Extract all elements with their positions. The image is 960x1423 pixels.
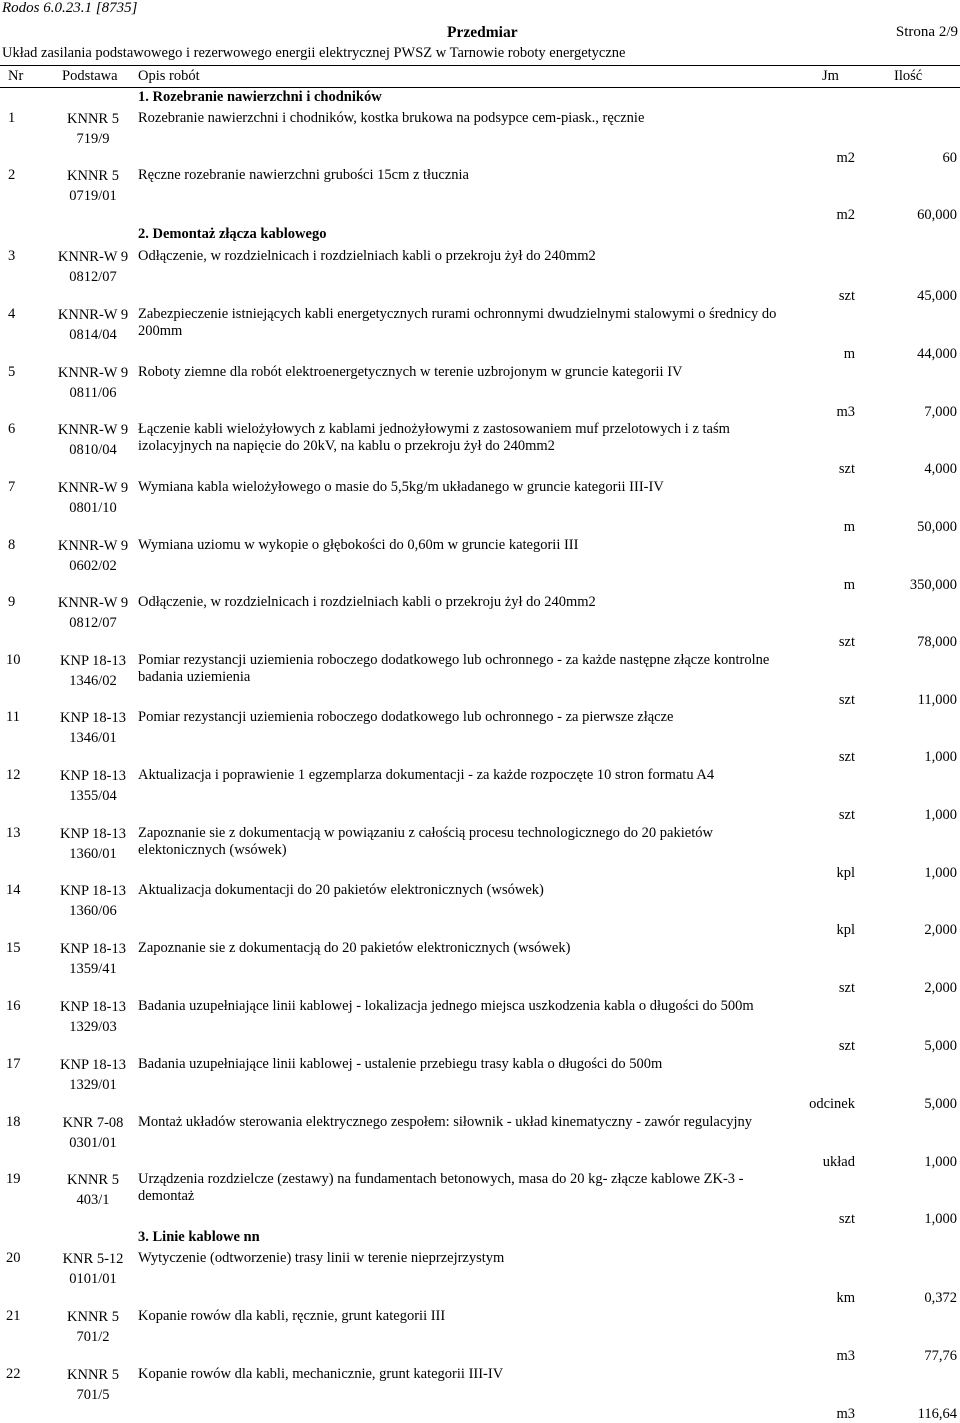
row-number: 11 — [6, 709, 20, 725]
row-unit: układ — [822, 1154, 855, 1170]
row-quantity: 1,000 — [924, 1154, 957, 1170]
row-basis: KNR 7-08 0301/01 — [62, 1115, 124, 1151]
row-number: 18 — [6, 1114, 21, 1130]
row-number: 3 — [8, 248, 16, 264]
row-unit: m — [843, 577, 855, 593]
row-quantity: 4,000 — [924, 461, 957, 477]
col-header-desc: Opis robót — [138, 68, 200, 84]
row-unit: kpl — [836, 865, 855, 881]
row-unit: m — [843, 519, 855, 535]
row-unit: szt — [838, 634, 855, 650]
row-basis: KNNR 5 719/9 — [67, 111, 119, 147]
row-basis: KNR 5-12 0101/01 — [62, 1251, 124, 1287]
row-quantity: 2,000 — [924, 922, 957, 938]
row-description: Pomiar rezystancji uziemienia roboczego dodatkowego lub ochronnego - za każde następne złącze kontrolne badania uziemienia — [138, 652, 770, 685]
row-description: Zabezpieczenie istniejących kabli energetycznych rurami ochronnymi dwudzielnymi stalowymi o średnicy do 200mm — [138, 306, 777, 339]
row-unit: m3 — [836, 1406, 855, 1422]
row-number: 15 — [6, 940, 21, 956]
document-title: Przedmiar — [447, 24, 518, 41]
row-basis: KNP 18-13 1329/01 — [60, 1057, 126, 1093]
col-header-qty: Ilość — [894, 68, 923, 84]
row-description: Łączenie kabli wielożyłowych z kablami jednożyłowymi z zastosowaniem muf przelotowych i z taśm izolacyjnych na napięcie do 20kV, na kablu o przekroju żył do 240mm2 — [138, 421, 730, 454]
section-heading: 1. Rozebranie nawierzchni i chodników — [138, 89, 382, 105]
row-quantity: 77,76 — [924, 1348, 957, 1364]
row-unit: szt — [838, 692, 855, 708]
row-basis: KNP 18-13 1359/41 — [60, 941, 126, 977]
row-basis: KNNR 5 701/2 — [67, 1309, 119, 1345]
row-description: Urządzenia rozdzielcze (zestawy) na fundamentach betonowych, masa do 20 kg- złącze kablowe ZK-3 - demontaż — [138, 1171, 744, 1204]
row-unit: m — [843, 346, 855, 362]
row-basis: KNNR-W 9 0801/10 — [57, 480, 129, 516]
row-number: 16 — [6, 998, 21, 1014]
row-basis: KNP 18-13 1346/01 — [60, 710, 126, 746]
row-basis: KNNR 5 701/5 — [67, 1367, 119, 1403]
row-quantity: 1,000 — [924, 865, 957, 881]
row-quantity: 350,000 — [909, 577, 957, 593]
row-basis: KNNR-W 9 0814/04 — [57, 307, 129, 343]
row-basis: KNP 18-13 1346/02 — [60, 653, 126, 689]
row-quantity: 2,000 — [924, 980, 957, 996]
row-description: Roboty ziemne dla robót elektroenergetycznych w terenie uzbrojonym w gruncie kategorii IV — [138, 364, 683, 380]
row-description: Ręczne rozebranie nawierzchni grubości 15cm z tłucznia — [138, 167, 469, 183]
row-number: 5 — [8, 364, 16, 380]
row-number: 6 — [8, 421, 16, 437]
col-header-basis: Podstawa — [62, 68, 118, 84]
row-number: 7 — [8, 479, 16, 495]
section-heading: 3. Linie kablowe nn — [138, 1229, 260, 1245]
row-number: 19 — [6, 1171, 21, 1187]
row-basis: KNNR-W 9 0812/07 — [57, 595, 129, 631]
row-unit: kpl — [836, 922, 855, 938]
row-unit: szt — [838, 749, 855, 765]
row-basis: KNP 18-13 1360/01 — [60, 826, 126, 862]
row-description: Kopanie rowów dla kabli, ręcznie, grunt kategorii III — [138, 1308, 446, 1324]
row-quantity: 11,000 — [917, 692, 957, 708]
row-quantity: 5,000 — [924, 1038, 957, 1054]
row-description: Zapoznanie sie z dokumentacją do 20 pakietów elektronicznych (wsówek) — [138, 940, 571, 956]
row-basis: KNNR 5 403/1 — [67, 1172, 119, 1208]
document-subtitle: Układ zasilania podstawowego i rezerwowego energii elektrycznej PWSZ w Tarnowie roboty energetyczne — [2, 45, 626, 61]
row-quantity: 60,000 — [917, 207, 957, 223]
row-number: 14 — [6, 882, 21, 898]
row-basis: KNNR-W 9 0602/02 — [57, 538, 129, 574]
row-unit: szt — [838, 807, 855, 823]
page-number: Strona 2/9 — [895, 24, 958, 40]
row-quantity: 116,64 — [917, 1406, 957, 1422]
row-description: Aktualizacja dokumentacji do 20 pakietów elektronicznych (wsówek) — [138, 882, 544, 898]
row-number: 9 — [8, 594, 16, 610]
row-number: 10 — [6, 652, 21, 668]
row-unit: km — [836, 1290, 855, 1306]
row-unit: szt — [838, 1211, 855, 1227]
header-bottom-rule — [0, 87, 960, 88]
row-unit: szt — [838, 461, 855, 477]
row-number: 4 — [8, 306, 16, 322]
row-description: Odłączenie, w rozdzielnicach i rozdzielniach kabli o przekroju żył do 240mm2 — [138, 248, 596, 264]
col-header-nr: Nr — [8, 68, 24, 84]
row-basis: KNNR-W 9 0812/07 — [57, 249, 129, 285]
row-quantity: 1,000 — [924, 1211, 957, 1227]
row-description: Wymiana kabla wielożyłowego o masie do 5,5kg/m układanego w gruncie kategorii III-IV — [138, 479, 664, 495]
row-number: 20 — [6, 1250, 21, 1266]
row-basis: KNNR 5 0719/01 — [67, 168, 119, 204]
row-unit: m3 — [836, 404, 855, 420]
row-quantity: 1,000 — [924, 807, 957, 823]
row-description: Kopanie rowów dla kabli, mechanicznie, grunt kategorii III-IV — [138, 1366, 504, 1382]
header-top-rule — [0, 65, 960, 66]
row-basis: KNNR-W 9 0810/04 — [57, 422, 129, 458]
row-quantity: 60 — [942, 150, 957, 166]
row-description: Badania uzupełniające linii kablowej - lokalizacja jednego miejsca uszkodzenia kabla o długości do 500m — [138, 998, 754, 1014]
row-description: Pomiar rezystancji uziemienia roboczego dodatkowego lub ochronnego - za pierwsze złącze — [138, 709, 674, 725]
app-version: Rodos 6.0.23.1 [8735] — [2, 0, 138, 16]
row-description: Montaż układów sterowania elektrycznego zespołem: siłownik - układ kinematyczny - zawór regulacyjny — [138, 1114, 753, 1130]
row-description: Odłączenie, w rozdzielnicach i rozdzielniach kabli o przekroju żył do 240mm2 — [138, 594, 596, 610]
row-description: Wymiana uziomu w wykopie o głębokości do 0,60m w gruncie kategorii III — [138, 537, 579, 553]
row-basis: KNNR-W 9 0811/06 — [57, 365, 129, 401]
row-unit: szt — [838, 1038, 855, 1054]
row-basis: KNP 18-13 1355/04 — [60, 768, 126, 804]
section-heading: 2. Demontaż złącza kablowego — [138, 226, 327, 242]
row-number: 2 — [8, 167, 16, 183]
row-quantity: 44,000 — [917, 346, 957, 362]
row-quantity: 7,000 — [924, 404, 957, 420]
row-unit: m2 — [836, 207, 855, 223]
row-unit: odcinek — [809, 1096, 855, 1112]
row-description: Badania uzupełniające linii kablowej - ustalenie przebiegu trasy kabla o długości do 500m — [138, 1056, 663, 1072]
row-number: 22 — [6, 1366, 21, 1382]
row-unit: szt — [838, 288, 855, 304]
row-number: 12 — [6, 767, 21, 783]
row-number: 13 — [6, 825, 21, 841]
row-quantity: 0,372 — [924, 1290, 957, 1306]
row-description: Aktualizacja i poprawienie 1 egzemplarza dokumentacji - za każde rozpoczęte 10 stron formatu A4 — [138, 767, 715, 783]
row-unit: m3 — [836, 1348, 855, 1364]
row-number: 8 — [8, 537, 16, 553]
col-header-unit: Jm — [822, 68, 839, 84]
row-description: Rozebranie nawierzchni i chodników, kostka brukowa na podsypce cem-piask., ręcznie — [138, 110, 645, 126]
row-description: Zapoznanie sie z dokumentacją w powiązaniu z całością procesu technologicznego do 20 pakietów elektonicznych (wsówek) — [138, 825, 713, 858]
row-description: Wytyczenie (odtworzenie) trasy linii w terenie nieprzejrzystym — [138, 1250, 505, 1266]
row-quantity: 1,000 — [924, 749, 957, 765]
row-number: 1 — [8, 110, 16, 126]
row-basis: KNP 18-13 1360/06 — [60, 883, 126, 919]
row-basis: KNP 18-13 1329/03 — [60, 999, 126, 1035]
row-quantity: 50,000 — [917, 519, 957, 535]
row-number: 17 — [6, 1056, 21, 1072]
row-quantity: 5,000 — [924, 1096, 957, 1112]
row-number: 21 — [6, 1308, 21, 1324]
row-unit: m2 — [836, 150, 855, 166]
row-quantity: 45,000 — [917, 288, 957, 304]
row-quantity: 78,000 — [917, 634, 957, 650]
row-unit: szt — [838, 980, 855, 996]
